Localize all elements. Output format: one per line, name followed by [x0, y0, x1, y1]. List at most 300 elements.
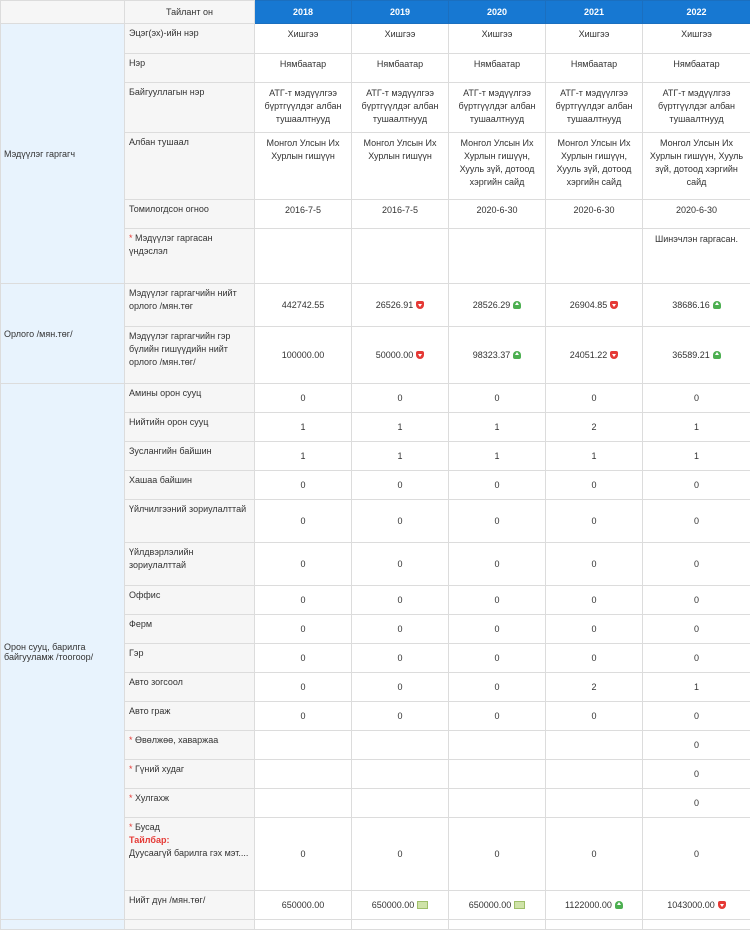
- value-cell: [352, 615, 449, 644]
- value-cell: [449, 133, 546, 200]
- value-cell: [449, 731, 546, 760]
- value-cell: [643, 54, 750, 83]
- value-cell: [546, 760, 643, 789]
- value-cell: [352, 760, 449, 789]
- cell-value: Нямбаатар: [673, 59, 719, 69]
- value-cell: [352, 818, 449, 891]
- value-cell: [643, 83, 750, 133]
- value-cell: [643, 133, 750, 200]
- green-up-arrow-icon: [615, 901, 623, 909]
- cell-value: 0: [397, 682, 402, 692]
- row-label-cell: [125, 644, 255, 673]
- required-star-icon: *: [129, 822, 135, 832]
- row-label: Амины орон сууц: [129, 388, 201, 398]
- cell-value: 1: [300, 451, 305, 461]
- cell-value: 0: [397, 516, 402, 526]
- row-label: Нэр: [129, 58, 145, 68]
- cell-value: 0: [694, 624, 699, 634]
- value-cell: [255, 586, 352, 615]
- value-cell: [546, 54, 643, 83]
- value-cell: [255, 133, 352, 200]
- cell-value: 0: [694, 769, 699, 779]
- red-down-arrow-icon: [416, 301, 424, 309]
- value-cell: [643, 673, 750, 702]
- cell-value: 0: [300, 595, 305, 605]
- value-cell: [255, 818, 352, 891]
- table-row: [1, 920, 750, 930]
- cell-value: 650000.00: [372, 900, 415, 910]
- value-cell: [352, 54, 449, 83]
- row-label-cell: [125, 133, 255, 200]
- cell-value: 0: [300, 711, 305, 721]
- cell-value: 24051.22: [570, 350, 608, 360]
- value-cell: [449, 760, 546, 789]
- cell-value: Нямбаатар: [571, 59, 617, 69]
- value-cell: [449, 673, 546, 702]
- cell-value: 2: [591, 422, 596, 432]
- cell-value: АТГ-т мэдүүлгээ бүртгүүлдэг албан тушаалтнууд: [555, 88, 632, 124]
- cell-value: 0: [300, 682, 305, 692]
- cell-value: 0: [494, 849, 499, 859]
- cell-value: 1: [397, 451, 402, 461]
- row-label-cell: [125, 200, 255, 229]
- row-label: Эцэг(эх)-ийн нэр: [129, 28, 199, 38]
- value-cell: [643, 200, 750, 229]
- cell-value: 0: [494, 682, 499, 692]
- cell-value: 0: [300, 480, 305, 490]
- value-cell: [449, 818, 546, 891]
- cell-value: 0: [494, 711, 499, 721]
- cell-value: Монгол Улсын Их Хурлын гишүүн: [267, 138, 340, 161]
- value-cell: [449, 920, 546, 930]
- cell-value: Хишгээ: [288, 29, 319, 39]
- year-header-row: [1, 1, 750, 24]
- value-cell: [352, 500, 449, 543]
- year-column-header[interactable]: 2020: [449, 1, 546, 24]
- value-cell: [255, 644, 352, 673]
- green-up-arrow-icon: [713, 301, 721, 309]
- value-cell: [643, 543, 750, 586]
- cell-value: 0: [694, 595, 699, 605]
- value-cell: [643, 384, 750, 413]
- value-cell: [352, 284, 449, 327]
- value-cell: [255, 200, 352, 229]
- value-cell: [643, 471, 750, 500]
- value-cell: [546, 615, 643, 644]
- value-cell: [449, 891, 546, 920]
- row-label-cell: [125, 229, 255, 284]
- cell-value: 38686.16: [672, 300, 710, 310]
- value-cell: [352, 133, 449, 200]
- cell-value: 0: [694, 480, 699, 490]
- value-cell: [449, 500, 546, 543]
- cell-value: 0: [300, 653, 305, 663]
- value-cell: [546, 586, 643, 615]
- header-corner: [1, 1, 125, 24]
- value-cell: [449, 54, 546, 83]
- cell-value: 0: [494, 393, 499, 403]
- value-cell: [449, 615, 546, 644]
- value-cell: [449, 644, 546, 673]
- value-cell: [643, 500, 750, 543]
- value-cell: [352, 229, 449, 284]
- cell-value: АТГ-т мэдүүлгээ бүртгүүлдэг албан тушаалтнууд: [458, 88, 535, 124]
- value-cell: [643, 615, 750, 644]
- value-cell: [643, 731, 750, 760]
- value-cell: [449, 284, 546, 327]
- row-label: Өвөлжөө, хаваржаа: [135, 735, 218, 745]
- cell-value: 1: [694, 422, 699, 432]
- cell-value: Монгол Улсын Их Хурлын гишүүн, Хууль зүй, дотоод хэргийн сайд: [650, 138, 743, 187]
- cell-value: 0: [494, 653, 499, 663]
- row-label-cell: [125, 673, 255, 702]
- value-cell: [546, 702, 643, 731]
- value-cell: [255, 920, 352, 930]
- value-cell: [546, 789, 643, 818]
- cell-value: 2020-6-30: [573, 205, 614, 215]
- value-cell: [255, 789, 352, 818]
- row-label-cell: [125, 384, 255, 413]
- value-cell: [643, 702, 750, 731]
- cell-value: 0: [300, 849, 305, 859]
- row-label-cell: [125, 413, 255, 442]
- section-label: Орлого /мян.төг/: [1, 284, 125, 384]
- value-cell: [546, 673, 643, 702]
- cell-value: 1: [494, 451, 499, 461]
- value-cell: [643, 413, 750, 442]
- cell-value: Нямбаатар: [280, 59, 326, 69]
- value-cell: [352, 731, 449, 760]
- cell-value: 0: [397, 393, 402, 403]
- cell-value: 2020-6-30: [476, 205, 517, 215]
- green-up-arrow-icon: [513, 301, 521, 309]
- value-cell: [546, 200, 643, 229]
- year-label: Тайлант он: [125, 1, 255, 24]
- cell-value: 0: [397, 624, 402, 634]
- row-label: Авто зогсоол: [129, 677, 183, 687]
- value-cell: [255, 413, 352, 442]
- value-cell: [643, 760, 750, 789]
- row-label: Гэр: [129, 648, 143, 658]
- value-cell: [352, 200, 449, 229]
- cell-value: 0: [694, 798, 699, 808]
- row-label-cell: [125, 500, 255, 543]
- cell-value: 0: [300, 559, 305, 569]
- row-label-cell: [125, 789, 255, 818]
- value-cell: [255, 284, 352, 327]
- table-row: [1, 384, 750, 413]
- cell-value: 0: [397, 559, 402, 569]
- equal-icon: [514, 901, 525, 909]
- value-cell: [255, 543, 352, 586]
- value-cell: [546, 284, 643, 327]
- required-star-icon: *: [129, 233, 135, 243]
- red-down-arrow-icon: [416, 351, 424, 359]
- value-cell: [352, 673, 449, 702]
- green-up-arrow-icon: [513, 351, 521, 359]
- row-label-cell: [125, 24, 255, 54]
- row-label: Бусад: [135, 822, 160, 832]
- cell-value: 0: [694, 653, 699, 663]
- row-label: Гүний худаг: [135, 764, 184, 774]
- cell-value: Хишгээ: [681, 29, 712, 39]
- row-label: Байгууллагын нэр: [129, 87, 204, 97]
- value-cell: [449, 24, 546, 54]
- cell-value: 0: [591, 480, 596, 490]
- value-cell: [255, 702, 352, 731]
- value-cell: [546, 24, 643, 54]
- cell-value: 28526.29: [473, 300, 511, 310]
- required-star-icon: *: [129, 735, 135, 745]
- note-text: Дуусаагүй барилга гэх мэт....: [129, 848, 248, 858]
- green-up-arrow-icon: [713, 351, 721, 359]
- row-label: Мэдүүлэг гаргагчийн гэр бүлийн гишүүдийн нийт орлого /мян.төг/: [129, 331, 230, 367]
- cell-value: 0: [591, 516, 596, 526]
- red-down-arrow-icon: [610, 351, 618, 359]
- value-cell: [546, 920, 643, 930]
- cell-value: 0: [397, 595, 402, 605]
- cell-value: 0: [591, 559, 596, 569]
- cell-value: Нямбаатар: [377, 59, 423, 69]
- value-cell: [255, 500, 352, 543]
- cell-value: 0: [300, 393, 305, 403]
- declaration-table-body: [1, 1, 750, 930]
- row-label-cell: [125, 83, 255, 133]
- value-cell: [449, 413, 546, 442]
- cell-value: 0: [300, 624, 305, 634]
- cell-value: Нямбаатар: [474, 59, 520, 69]
- value-cell: [449, 586, 546, 615]
- value-cell: [255, 615, 352, 644]
- cell-value: 0: [591, 624, 596, 634]
- value-cell: [449, 702, 546, 731]
- cell-value: 0: [591, 711, 596, 721]
- value-cell: [352, 413, 449, 442]
- value-cell: [546, 442, 643, 471]
- value-cell: [352, 702, 449, 731]
- cell-value: 1: [694, 682, 699, 692]
- value-cell: [546, 229, 643, 284]
- row-label: Нийтийн орон сууц: [129, 417, 208, 427]
- row-label: Зуслангийн байшин: [129, 446, 212, 456]
- row-label-cell: [125, 54, 255, 83]
- cell-value: 26526.91: [376, 300, 414, 310]
- row-label-cell: [125, 442, 255, 471]
- row-label: Нийт дүн /мян.төг/: [129, 895, 205, 905]
- cell-value: 26904.85: [570, 300, 608, 310]
- cell-value: 1: [300, 422, 305, 432]
- row-label-cell: [125, 731, 255, 760]
- value-cell: [643, 229, 750, 284]
- row-label-cell: [125, 471, 255, 500]
- value-cell: [352, 442, 449, 471]
- required-star-icon: *: [129, 764, 135, 774]
- value-cell: [449, 229, 546, 284]
- value-cell: [643, 284, 750, 327]
- cell-value: 0: [397, 711, 402, 721]
- row-label-cell: [125, 615, 255, 644]
- value-cell: [546, 83, 643, 133]
- row-label: Оффис: [129, 590, 160, 600]
- value-cell: [643, 24, 750, 54]
- year-column-header[interactable]: 2019: [352, 1, 449, 24]
- row-label: Авто граж: [129, 706, 170, 716]
- value-cell: [255, 24, 352, 54]
- cell-value: 0: [397, 849, 402, 859]
- cell-value: Монгол Улсын Их Хурлын гишүүн, Хууль зүй, дотоод хэргийн сайд: [460, 138, 535, 187]
- year-column-header[interactable]: 2022: [643, 1, 750, 24]
- value-cell: [352, 384, 449, 413]
- value-cell: [643, 891, 750, 920]
- note-label: Тайлбар:: [129, 835, 169, 845]
- value-cell: [255, 327, 352, 384]
- cell-value: 0: [694, 711, 699, 721]
- value-cell: [643, 789, 750, 818]
- value-cell: [449, 200, 546, 229]
- value-cell: [352, 644, 449, 673]
- value-cell: [643, 644, 750, 673]
- value-cell: [352, 24, 449, 54]
- cell-value: 36589.21: [672, 350, 710, 360]
- cell-value: 100000.00: [282, 350, 325, 360]
- value-cell: [449, 384, 546, 413]
- cell-value: 98323.37: [473, 350, 511, 360]
- cell-value: 1: [694, 451, 699, 461]
- value-cell: [255, 731, 352, 760]
- section-label: Орон сууц, барилга байгууламж /тоогоор/: [1, 384, 125, 920]
- cell-value: 1043000.00: [667, 900, 715, 910]
- year-column-header[interactable]: 2018: [255, 1, 352, 24]
- value-cell: [352, 83, 449, 133]
- cell-value: 50000.00: [376, 350, 414, 360]
- row-label: Мэдүүлэг гаргасан үндэслэл: [129, 233, 213, 256]
- value-cell: [546, 731, 643, 760]
- value-cell: [643, 586, 750, 615]
- value-cell: [255, 471, 352, 500]
- required-star-icon: *: [129, 793, 135, 803]
- cell-value: 1: [397, 422, 402, 432]
- cell-value: 0: [591, 595, 596, 605]
- cell-value: 1: [591, 451, 596, 461]
- cell-value: 0: [694, 393, 699, 403]
- value-cell: [125, 920, 255, 930]
- cell-value: АТГ-т мэдүүлгээ бүртгүүлдэг албан тушаалтнууд: [264, 88, 341, 124]
- row-label: Хашаа байшин: [129, 475, 192, 485]
- cell-value: 1: [494, 422, 499, 432]
- value-cell: [546, 133, 643, 200]
- red-down-arrow-icon: [718, 901, 726, 909]
- cell-value: 650000.00: [282, 900, 325, 910]
- cell-value: 1122000.00: [565, 900, 612, 910]
- table-row: [1, 24, 750, 54]
- cell-value: 0: [494, 624, 499, 634]
- row-label-cell: [125, 327, 255, 384]
- cell-value: 442742.55: [282, 300, 325, 310]
- equal-icon: [417, 901, 428, 909]
- value-cell: [352, 543, 449, 586]
- value-cell: [255, 229, 352, 284]
- row-label-cell: [125, 818, 255, 891]
- row-label-cell: [125, 586, 255, 615]
- value-cell: [546, 818, 643, 891]
- cell-value: 0: [494, 595, 499, 605]
- value-cell: [546, 471, 643, 500]
- cell-value: 0: [694, 559, 699, 569]
- cell-value: 0: [694, 740, 699, 750]
- cell-value: Хишгээ: [385, 29, 416, 39]
- value-cell: [352, 471, 449, 500]
- value-cell: [255, 442, 352, 471]
- row-label-cell: [125, 702, 255, 731]
- value-cell: [255, 673, 352, 702]
- value-cell: [255, 384, 352, 413]
- red-down-arrow-icon: [610, 301, 618, 309]
- value-cell: [449, 83, 546, 133]
- row-label: Ферм: [129, 619, 152, 629]
- cell-value: 0: [397, 653, 402, 663]
- value-cell: [546, 413, 643, 442]
- cell-value: Монгол Улсын Их Хурлын гишүүн, Хууль зүй, дотоод хэргийн сайд: [557, 138, 632, 187]
- cell-value: АТГ-т мэдүүлгээ бүртгүүлдэг албан тушаалтнууд: [361, 88, 438, 124]
- cell-value: 2020-6-30: [676, 205, 717, 215]
- value-cell: [352, 920, 449, 930]
- row-label-cell: [125, 543, 255, 586]
- value-cell: [1, 920, 125, 930]
- cell-value: 0: [591, 849, 596, 859]
- value-cell: [255, 760, 352, 789]
- row-label: Үйлдвэрлэлийн зориулалттай: [129, 547, 194, 570]
- year-column-header[interactable]: 2021: [546, 1, 643, 24]
- value-cell: [546, 500, 643, 543]
- row-label-cell: [125, 891, 255, 920]
- value-cell: [546, 327, 643, 384]
- row-label: Томилогдсон огноо: [129, 204, 209, 214]
- cell-value: 0: [591, 393, 596, 403]
- value-cell: [352, 789, 449, 818]
- cell-value: 0: [300, 516, 305, 526]
- cell-value: 0: [397, 480, 402, 490]
- cell-value: АТГ-т мэдүүлгээ бүртгүүлдэг албан тушаалтнууд: [658, 88, 735, 124]
- cell-value: Хишгээ: [482, 29, 513, 39]
- value-cell: [255, 891, 352, 920]
- cell-value: 0: [494, 480, 499, 490]
- row-label: Албан тушаал: [129, 137, 189, 147]
- row-label: Хулгахж: [135, 793, 169, 803]
- value-cell: [352, 586, 449, 615]
- value-cell: [643, 327, 750, 384]
- value-cell: [449, 327, 546, 384]
- value-cell: [255, 83, 352, 133]
- value-cell: [255, 54, 352, 83]
- value-cell: [546, 384, 643, 413]
- value-cell: [546, 644, 643, 673]
- value-cell: [352, 891, 449, 920]
- row-label: Үйлчилгээний зориулалттай: [129, 504, 246, 514]
- cell-value: Монгол Улсын Их Хурлын гишүүн: [364, 138, 437, 161]
- table-row: [1, 284, 750, 327]
- row-label-cell: [125, 760, 255, 789]
- value-cell: [643, 920, 750, 930]
- value-cell: [449, 442, 546, 471]
- cell-value: 0: [494, 516, 499, 526]
- cell-value: 0: [694, 849, 699, 859]
- cell-value: Хишгээ: [579, 29, 610, 39]
- value-cell: [449, 471, 546, 500]
- section-label: Мэдүүлэг гаргагч: [1, 24, 125, 284]
- value-cell: [352, 327, 449, 384]
- value-cell: [546, 891, 643, 920]
- value-cell: [449, 789, 546, 818]
